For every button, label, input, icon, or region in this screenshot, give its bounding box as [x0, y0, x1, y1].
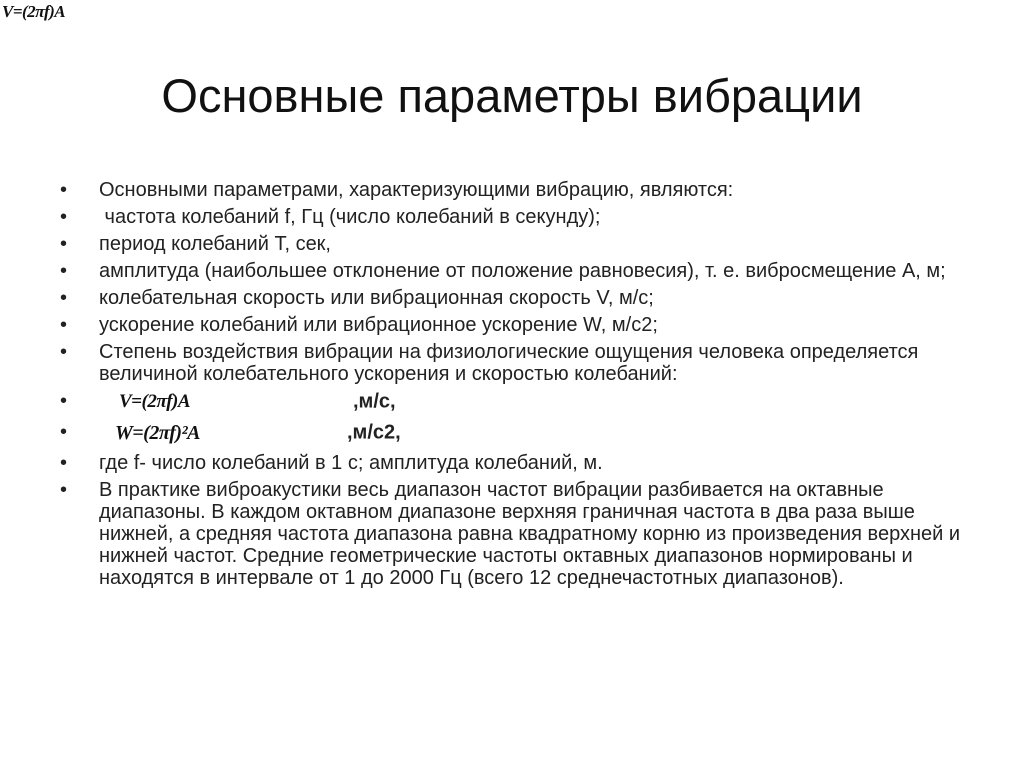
list-item-text: период колебаний Т, сек,	[99, 233, 331, 255]
list-item	[60, 179, 980, 201]
bullet-icon: •	[60, 179, 68, 201]
list-item-text: колебательная скорость или вибрационная скорость V, м/с;	[99, 287, 654, 309]
bullet-icon: •	[60, 452, 68, 474]
formula-item-acceleration	[60, 421, 980, 447]
list-item-text: Основными параметрами, характеризующими вибрацию, являются:	[99, 179, 734, 201]
list-item	[60, 260, 980, 282]
formula-item-velocity	[60, 390, 980, 416]
bullet-icon: •	[60, 206, 68, 228]
bullet-icon: •	[60, 341, 68, 363]
list-item	[60, 206, 980, 228]
velocity-unit: ,м/с,	[353, 390, 396, 413]
list-item	[60, 479, 980, 589]
list-item	[60, 341, 980, 385]
list-item	[60, 314, 980, 336]
acceleration-formula: W=(2πf)²A	[115, 421, 200, 444]
list-item-text: частота колебаний f, Гц (число колебаний в секунду);	[99, 206, 601, 228]
corner-formula: V=(2πf)A	[2, 2, 66, 21]
bullet-list	[60, 179, 980, 594]
list-item-text: В практике виброакустики весь диапазон частот вибрации разбивается на октавные диапазоны. В каждом октавном диапазоне верхняя граничная частота в два раза выше нижней, а средняя частота диапазона равна квадратному корню из произведения верхней и нижней частот. Средние геометрические частоты октавных диапазонов нормированы и находятся в интервале от 1 до 2000 Гц (всего 12 среднечастотных диапазонов).	[99, 479, 961, 589]
list-item	[60, 452, 980, 474]
page-title: Основные параметры вибрации	[161, 69, 863, 122]
acceleration-unit: ,м/с2,	[347, 421, 401, 444]
bullet-icon: •	[60, 390, 68, 412]
list-item-text: амплитуда (наибольшее отклонение от положение равновесия), т. е. вибросмещение А, м;	[99, 260, 946, 282]
list-item-text: где f- число колебаний в 1 с; амплитуда колебаний, м.	[99, 452, 603, 474]
list-item	[60, 233, 980, 255]
velocity-formula: V=(2πf)A	[119, 390, 191, 412]
list-item-text: ускорение колебаний или вибрационное ускорение W, м/с2;	[99, 314, 658, 336]
bullet-icon: •	[60, 233, 68, 255]
bullet-icon: •	[60, 421, 68, 443]
list-item	[60, 287, 980, 309]
bullet-icon: •	[60, 287, 68, 309]
bullet-icon: •	[60, 479, 68, 501]
list-item-text: Степень воздействия вибрации на физиологические ощущения человека определяется величиной колебательного ускорения и скоростью колебаний:	[99, 341, 919, 385]
bullet-icon: •	[60, 260, 68, 282]
bullet-icon: •	[60, 314, 68, 336]
